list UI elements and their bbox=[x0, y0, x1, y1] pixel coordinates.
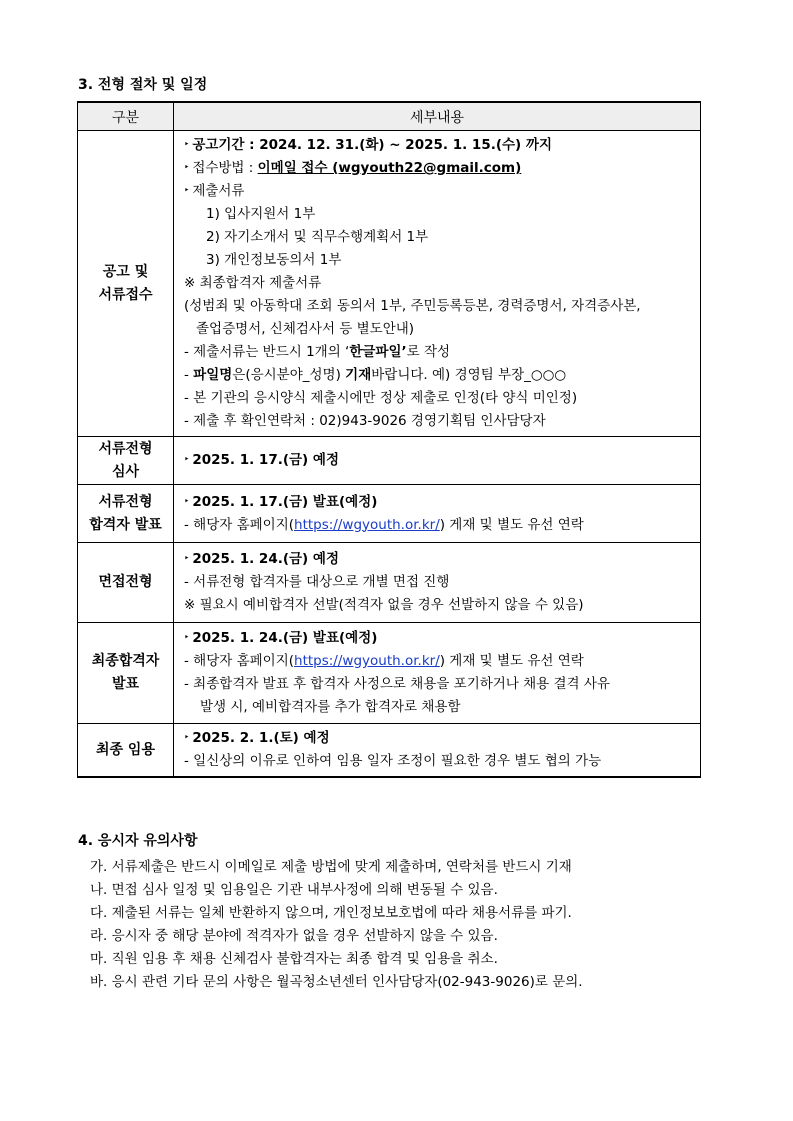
category-line: 면접전형 bbox=[98, 574, 153, 590]
detail-line bbox=[184, 272, 694, 295]
detail-text: 1) 입사지원서 1부 bbox=[206, 206, 316, 222]
detail-text: 접수방법 : bbox=[192, 160, 258, 176]
row-category bbox=[78, 485, 174, 543]
table-row bbox=[78, 724, 701, 778]
detail-line bbox=[184, 134, 694, 157]
row-category bbox=[78, 543, 174, 623]
bullet-icon: ‣ bbox=[184, 163, 190, 173]
detail-text: - 해당자 홈페이지( bbox=[184, 653, 295, 669]
detail-bold: 2025. 2. 1.(토) 예정 bbox=[192, 730, 330, 746]
row-details bbox=[174, 131, 701, 437]
notes-list bbox=[90, 856, 583, 994]
row-details bbox=[174, 543, 701, 623]
detail-text: ) 게재 및 별도 유선 연락 bbox=[439, 516, 584, 533]
detail-line bbox=[184, 548, 694, 571]
category-line: 서류전형 bbox=[98, 440, 153, 457]
detail-line bbox=[184, 295, 694, 318]
detail-text: - 최종합격자 발표 후 합격자 사정으로 채용을 포기하거나 채용 결격 사유 bbox=[184, 676, 610, 692]
note-item: 다. 제출된 서류는 일체 반환하지 않으며, 개인정보보호법에 따라 채용서류를 파기. bbox=[90, 905, 572, 921]
detail-text: 은(응시분야_성명) bbox=[232, 367, 346, 383]
category-line: 공고 및 bbox=[102, 263, 149, 280]
note-item: 라. 응시자 중 해당 분야에 적격자가 없을 경우 선발하지 않을 수 있음. bbox=[90, 928, 498, 944]
detail-text: - 제출서류는 반드시 1개의 ‘ bbox=[184, 344, 350, 360]
detail-text: 발생 시, 예비합격자를 추가 합격자로 채용함 bbox=[200, 699, 461, 715]
detail-text: - 일신상의 이유로 인하여 임용 일자 조정이 필요한 경우 별도 협의 가능 bbox=[184, 753, 602, 769]
bullet-icon: ‣ bbox=[184, 554, 190, 564]
detail-text: - 제출 후 확인연락처 : 02)943-9026 경영기획팀 인사담당자 bbox=[184, 413, 546, 429]
detail-text: ) 게재 및 별도 유선 연락 bbox=[439, 653, 584, 669]
detail-text: - bbox=[184, 367, 194, 383]
bullet-icon: ‣ bbox=[184, 633, 190, 643]
detail-bold: 2025. 1. 24.(금) 예정 bbox=[192, 551, 340, 567]
category-line: 서류접수 bbox=[98, 286, 153, 303]
category-line: 합격자 발표 bbox=[89, 516, 162, 533]
row-details bbox=[174, 623, 701, 724]
table-header-row bbox=[78, 102, 701, 131]
row-category bbox=[78, 623, 174, 724]
bullet-icon: ‣ bbox=[184, 140, 190, 150]
table-row bbox=[78, 543, 701, 623]
detail-line bbox=[184, 387, 694, 410]
detail-text: - 본 기관의 응시양식 제출시에만 정상 제출로 인정(타 양식 미인정) bbox=[184, 390, 578, 406]
detail-line bbox=[184, 364, 694, 387]
detail-line bbox=[184, 249, 694, 272]
detail-text: (성범죄 및 아동학대 조회 동의서 1부, 주민등록등본, 경력증명서, 자격증사본, bbox=[184, 298, 641, 314]
detail-line bbox=[184, 627, 694, 650]
detail-line bbox=[184, 514, 694, 537]
schedule-table bbox=[77, 101, 701, 778]
category-line: 발표 bbox=[111, 676, 140, 692]
note-item: 마. 직원 임용 후 채용 신체검사 불합격자는 최종 합격 및 임용을 취소. bbox=[90, 951, 498, 967]
detail-bold: 2025. 1. 17.(금) 예정 bbox=[192, 452, 340, 468]
category-line: 최종합격자 bbox=[91, 653, 160, 669]
detail-line bbox=[184, 410, 694, 433]
header-details: 세부내용 bbox=[174, 102, 701, 131]
detail-text: ※ 필요시 예비합격자 선발(적격자 없을 경우 선발하지 않을 수 있음) bbox=[184, 597, 584, 613]
bullet-icon: ‣ bbox=[184, 186, 190, 196]
detail-bold: 2025. 1. 24.(금) 발표(예정) bbox=[192, 630, 378, 646]
detail-bold: 공고기간 : 2024. 12. 31.(화) ~ 2025. 1. 15.(수) 까지 bbox=[192, 137, 552, 153]
detail-bold: 기재 bbox=[345, 367, 372, 383]
row-details bbox=[174, 485, 701, 543]
detail-text: 2) 자기소개서 및 직무수행계획서 1부 bbox=[206, 229, 429, 245]
detail-line bbox=[184, 727, 694, 750]
row-category bbox=[78, 724, 174, 778]
category-line: 심사 bbox=[111, 463, 140, 480]
detail-line bbox=[184, 750, 694, 773]
bullet-icon: ‣ bbox=[184, 733, 190, 743]
detail-line bbox=[184, 341, 694, 364]
detail-text: 로 작성 bbox=[406, 344, 451, 360]
detail-text: 졸업증명서, 신체검사서 등 별도안내) bbox=[196, 321, 415, 337]
homepage-link[interactable]: https://wgyouth.or.kr/ bbox=[294, 516, 440, 533]
bullet-icon: ‣ bbox=[184, 496, 190, 507]
detail-text: 3) 개인정보동의서 1부 bbox=[206, 252, 342, 268]
category-line: 서류전형 bbox=[98, 493, 153, 510]
detail-line bbox=[184, 449, 694, 472]
detail-text: 바랍니다. 예) 경영팀 부장_○○○ bbox=[371, 367, 567, 383]
detail-line bbox=[184, 673, 694, 696]
row-details bbox=[174, 437, 701, 485]
detail-line bbox=[184, 650, 694, 673]
note-item: 나. 면접 심사 일정 및 임용일은 기관 내부사정에 의해 변동될 수 있음. bbox=[90, 882, 498, 898]
detail-bold: 파일명 bbox=[193, 367, 233, 383]
detail-line bbox=[184, 180, 694, 203]
detail-bold: 2025. 1. 17.(금) 발표(예정) bbox=[192, 493, 378, 510]
detail-line bbox=[184, 157, 694, 180]
detail-line bbox=[184, 491, 694, 514]
detail-text: ※ 최종합격자 제출서류 bbox=[184, 275, 322, 291]
row-category bbox=[78, 437, 174, 485]
table-row bbox=[78, 485, 701, 543]
table-row bbox=[78, 623, 701, 724]
detail-line bbox=[184, 203, 694, 226]
detail-text: - 서류전형 합격자를 대상으로 개별 면접 진행 bbox=[184, 574, 450, 590]
detail-line bbox=[184, 594, 694, 617]
detail-line bbox=[184, 696, 694, 719]
bullet-icon: ‣ bbox=[184, 455, 190, 465]
table-row bbox=[78, 131, 701, 437]
note-item: 바. 응시 관련 기타 문의 사항은 월곡청소년센터 인사담당자(02-943-9026)로 문의. bbox=[90, 974, 583, 990]
email-contact[interactable]: 이메일 접수 (wgyouth22@gmail.com) bbox=[257, 160, 522, 176]
detail-text: 제출서류 bbox=[192, 183, 245, 199]
detail-text: - 해당자 홈페이지( bbox=[184, 516, 295, 533]
category-line: 최종 임용 bbox=[96, 741, 155, 758]
detail-bold: 한글파일’ bbox=[349, 344, 407, 360]
homepage-link[interactable]: https://wgyouth.or.kr/ bbox=[294, 653, 440, 669]
section-4-title: 4. 응시자 유의사항 bbox=[78, 833, 198, 849]
section-3-title: 3. 전형 절차 및 일정 bbox=[78, 77, 208, 93]
note-item: 가. 서류제출은 반드시 이메일로 제출 방법에 맞게 제출하며, 연락처를 반드시 기재 bbox=[90, 859, 572, 875]
detail-line bbox=[184, 226, 694, 249]
table-row bbox=[78, 437, 701, 485]
detail-line bbox=[184, 318, 694, 341]
header-category: 구분 bbox=[78, 102, 174, 131]
row-details bbox=[174, 724, 701, 778]
row-category bbox=[78, 131, 174, 437]
detail-line bbox=[184, 571, 694, 594]
